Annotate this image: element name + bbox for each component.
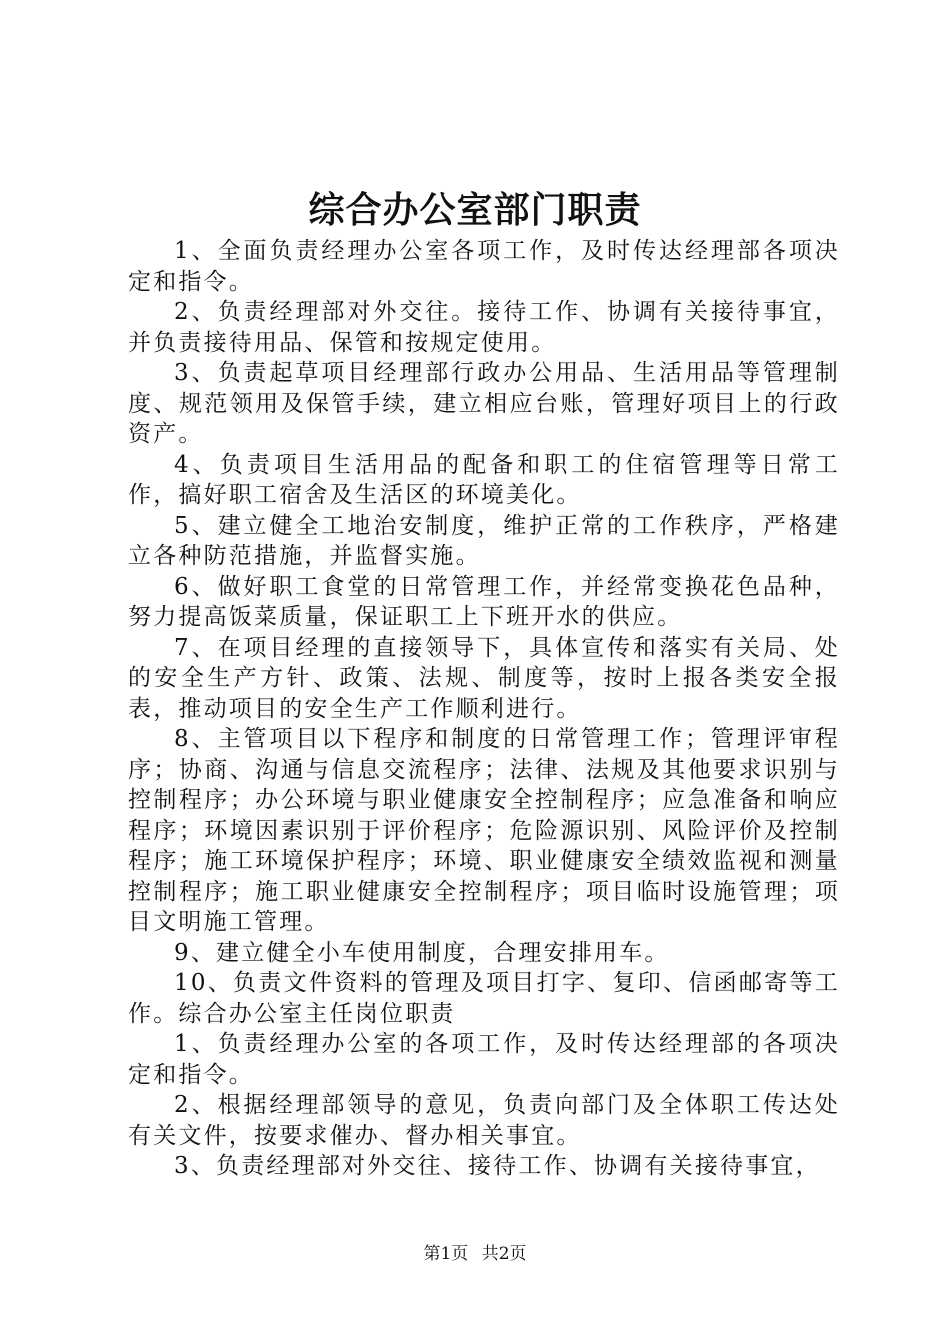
document-body xyxy=(128,236,840,1182)
paragraph-7: 7、在项目经理的直接领导下，具体宣传和落实有关局、处的安全生产方针、政策、法规、制度等，按时上报各类安全报表，推动项目的安全生产工作顺利进行。 xyxy=(128,634,840,722)
paragraph-13: 3、负责经理部对外交往、接待工作、协调有关接待事宜， xyxy=(174,1153,821,1179)
paragraph-4: 4、负责项目生活用品的配备和职工的住宿管理等日常工作，搞好职工宿舍及生活区的环境美化。 xyxy=(128,451,840,508)
paragraph-11: 1、负责经理办公室的各项工作，及时传达经理部的各项决定和指令。 xyxy=(128,1031,840,1088)
paragraph-3: 3、负责起草项目经理部行政办公用品、生活用品等管理制度、规范领用及保管手续，建立相应台账，管理好项目上的行政资产。 xyxy=(128,360,840,447)
paragraph-9: 9、建立健全小车使用制度，合理安排用车。 xyxy=(174,939,670,966)
paragraph-1: 1、全面负责经理办公室各项工作，及时传达经理部各项决定和指令。 xyxy=(128,238,840,295)
page-number: 第1页 xyxy=(423,1244,469,1264)
page-footer xyxy=(0,1242,950,1266)
paragraph-8: 8、主管项目以下程序和制度的日常管理工作；管理评审程序；协商、沟通与信息交流程序；法律、法规及其他要求识别与控制程序；办公环境与职业健康安全控制程序；应急准备和响应程序；环境因素识别于评价程序；危险源识别、风险评价及控制程序；施工环境保护程序；环境、职业健康安全绩效监视和测量控制程序；施工职业健康安全控制程序；项目临时设施管理；项目文明施工管理。 xyxy=(128,726,840,935)
paragraph-10: 10、负责文件资料的管理及项目打字、复印、信函邮寄等工作。综合办公室主任岗位职责 xyxy=(128,970,840,1027)
paragraph-12: 2、根据经理部领导的意见，负责向部门及全体职工传达处有关文件，按要求催办、督办相关事宜。 xyxy=(128,1092,840,1149)
paragraph-5: 5、建立健全工地治安制度，维护正常的工作秩序，严格建立各种防范措施，并监督实施。 xyxy=(128,512,840,569)
page-total: 共2页 xyxy=(481,1244,527,1264)
document-title: 综合办公室部门职责 xyxy=(308,189,642,231)
paragraph-6: 6、做好职工食堂的日常管理工作，并经常变换花色品种，努力提高饭菜质量，保证职工上下班开水的供应。 xyxy=(128,573,840,630)
paragraph-2: 2、负责经理部对外交往。接待工作、协调有关接待事宜，并负责接待用品、保管和按规定使用。 xyxy=(128,299,840,356)
